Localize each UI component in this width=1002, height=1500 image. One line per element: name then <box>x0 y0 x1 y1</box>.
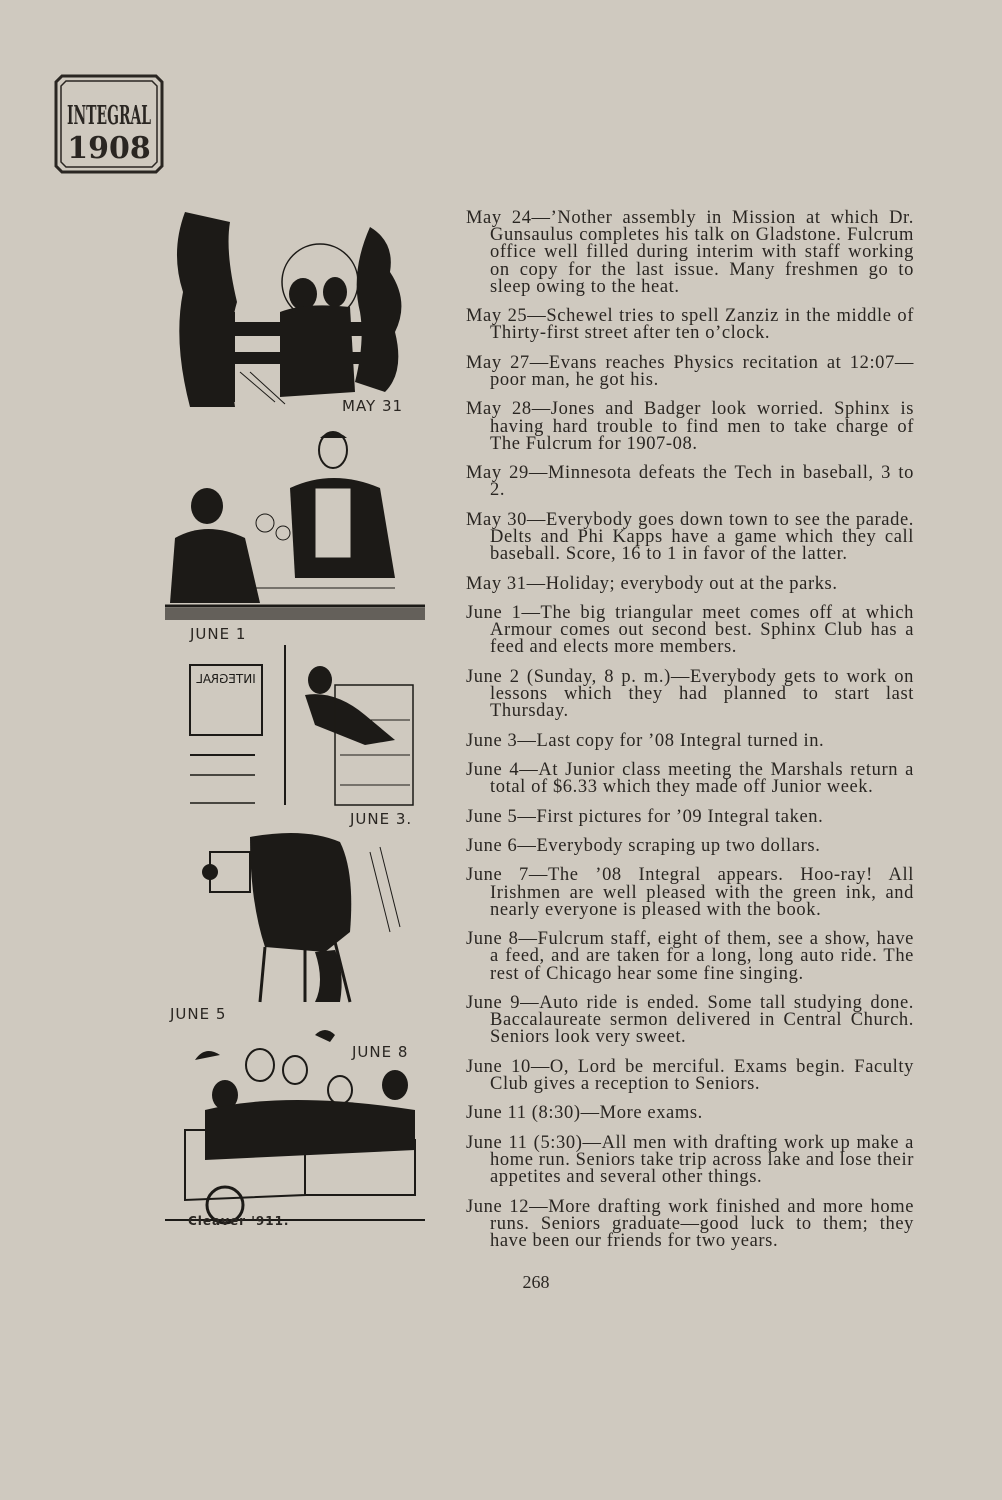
entry-june-6: June 6—Everybody scraping up two dollars. <box>466 835 821 856</box>
entry-may-24: May 24—’Nother assembly in Mission at which Dr. Gunsaulus completes his talk on Gladstone. Fulcrum office well filled during interim with staff working on copy for the last issue. Many freshmen go to sleep owing to the heat. <box>466 208 914 297</box>
entry-june-12: June 12—More drafting work finished and more home runs. Seniors graduate—good luck to them; they have been our friends for two years. <box>466 1196 914 1251</box>
entry-may-29: May 29—Minnesota defeats the Tech in baseball, 3 to 2. <box>466 463 914 501</box>
entry-may-25: May 25—Schewel tries to spell Zanziz in the middle of Thirty-first street after ten o’clock. <box>466 306 914 344</box>
logo-year: 1908 <box>67 131 151 166</box>
entry-june-7: June 7—The ’08 Integral appears. Hoo-ray! All Irishmen are well pleased with the green ink, and nearly everyone is pleased with the book. <box>466 865 914 920</box>
calendar-entries <box>466 210 914 1262</box>
entry-may-30: May 30—Everybody goes down town to see the parade. Delts and Phi Kapps have a game which they call baseball. Score, 16 to 1 in favor of the latter. <box>466 509 914 565</box>
entry-june-2: June 2 (Sunday, 8 p. m.)—Everybody gets to work on lessons which they had planned to start last Thursday. <box>466 666 914 722</box>
caption-may-31: MAY 31 <box>342 397 404 415</box>
caption-june-5: JUNE 5 <box>170 1005 227 1023</box>
entry-june-11-evening: June 11 (5:30)—All men with drafting work up make a home run. Seniors take trip across lake and lose their appetites and several other things. <box>466 1132 914 1188</box>
caption-june-3: JUNE 3. <box>350 810 413 828</box>
illustration-june-1 <box>165 428 425 623</box>
entry-june-1: June 1—The big triangular meet comes off at which Armour comes out second best. Sphinx Club has a feed and elects more members. <box>466 602 914 658</box>
entry-june-5: June 5—First pictures for ’09 Integral taken. <box>466 806 824 827</box>
entry-june-9: June 9—Auto ride is ended. Some tall studying done. Baccalaureate sermon delivered in Central Church. Seniors look very sweet. <box>466 992 914 1048</box>
entry-may-28: May 28—Jones and Badger look worried. Sphinx is having hard trouble to find men to take charge of The Fulcrum for 1907-08. <box>466 399 914 454</box>
page-number: 268 <box>522 1272 550 1292</box>
integral-1908-logo <box>54 74 164 174</box>
entry-may-27: May 27—Evans reaches Physics recitation at 12:07—poor man, he got his. <box>466 352 914 390</box>
entry-june-3: June 3—Last copy for ’08 Integral turned in. <box>466 730 825 751</box>
logo-title: INTEGRAL <box>67 101 151 131</box>
office-sign-text: INTEGRAL <box>196 672 256 686</box>
entry-may-31: May 31—Holiday; everybody out at the parks. <box>466 573 838 594</box>
caption-june-1: JUNE 1 <box>190 625 247 643</box>
illustration-june-3 <box>165 645 425 815</box>
illustration-june-5 <box>165 832 425 1007</box>
entry-june-10: June 10—O, Lord be merciful. Exams begin. Faculty Club gives a reception to Seniors. <box>466 1056 914 1094</box>
caption-june-8: JUNE 8 <box>352 1043 409 1061</box>
illustration-may-31 <box>165 212 425 412</box>
entry-june-11-morning: June 11 (8:30)—More exams. <box>466 1103 703 1124</box>
entry-june-4: June 4—At Junior class meeting the Marshals return a total of $6.33 which they made off Junior week. <box>466 759 914 798</box>
entry-june-8: June 8—Fulcrum staff, eight of them, see a show, have a feed, and are taken for a long, long auto ride. The rest of Chicago hear some fine singing. <box>466 929 914 984</box>
artist-signature: Cleaver '911. <box>188 1214 290 1228</box>
